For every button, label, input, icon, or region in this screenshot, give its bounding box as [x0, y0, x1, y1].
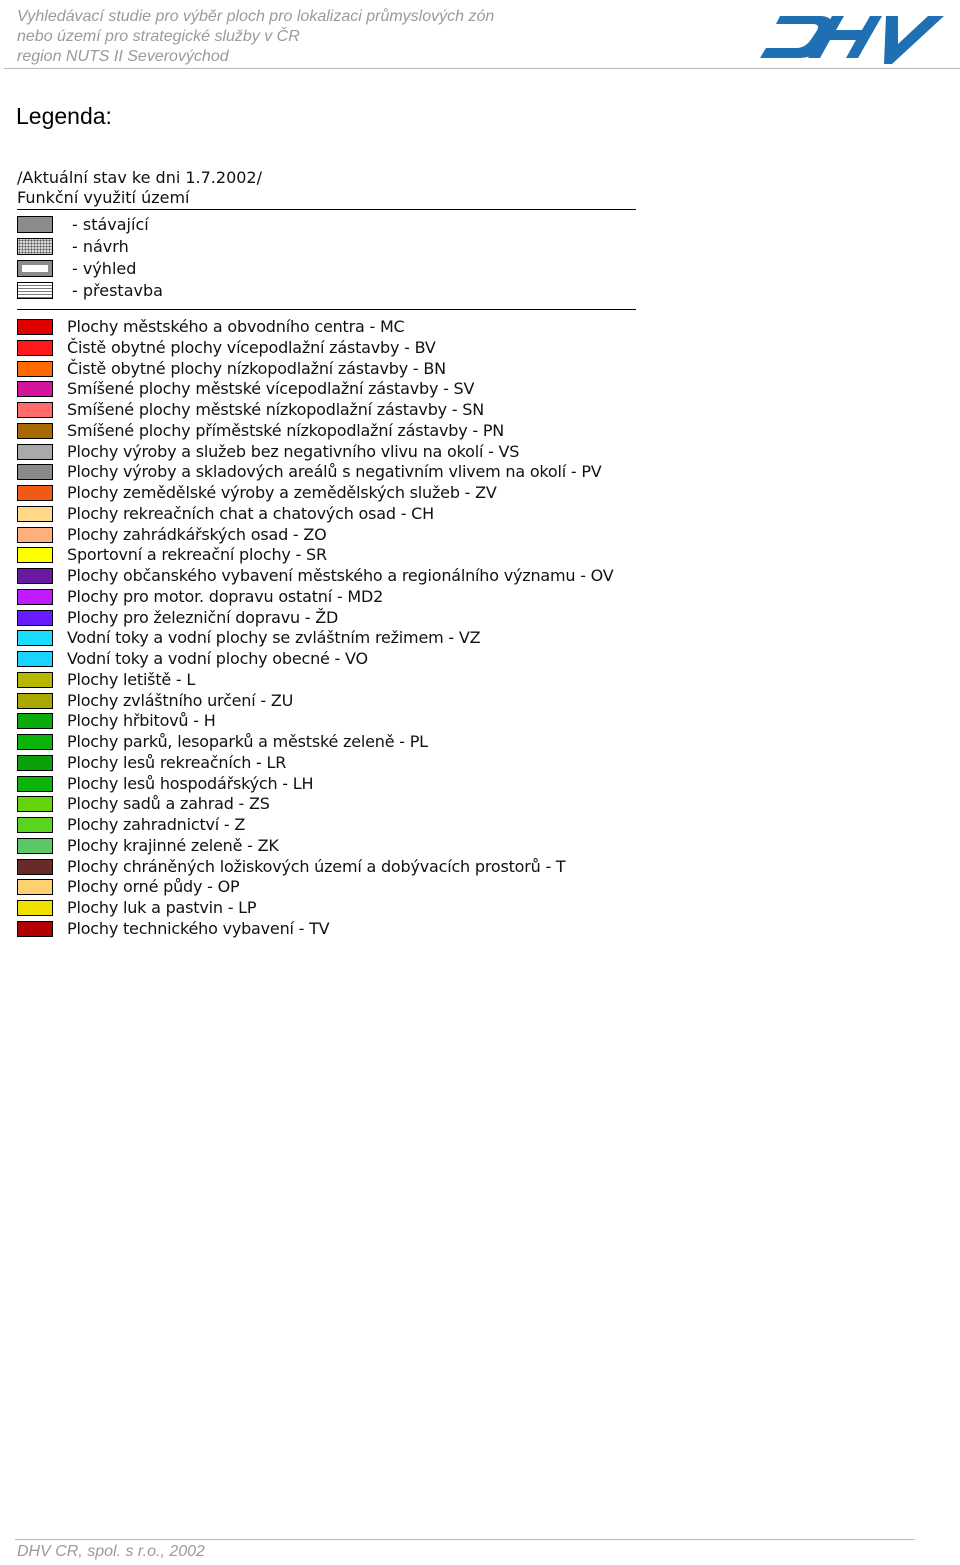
- status-legend-item: [17, 214, 417, 236]
- color-swatch: [17, 630, 53, 646]
- status-legend-item: [17, 236, 417, 258]
- header-title-block: [17, 7, 494, 67]
- function-label: Plochy rekreačních chat a chatových osad - CH: [67, 503, 434, 523]
- function-label: Vodní toky a vodní plochy se zvláštním režimem - VZ: [67, 628, 481, 648]
- function-legend-item: [17, 628, 717, 649]
- color-swatch: [17, 879, 53, 895]
- status-label: - návrh: [72, 237, 129, 256]
- color-swatch: [17, 859, 53, 875]
- color-swatch: [17, 361, 53, 377]
- footer-divider: [15, 1539, 915, 1540]
- color-swatch: [17, 340, 53, 356]
- color-swatch: [17, 796, 53, 812]
- function-legend-item: [17, 857, 717, 878]
- function-legend-item: [17, 732, 717, 753]
- function-label: Plochy výroby a služeb bez negativního vlivu na okolí - VS: [67, 441, 520, 461]
- color-swatch: [17, 319, 53, 335]
- legend-subtitle: Funkční využití území: [17, 188, 190, 207]
- color-swatch: [17, 817, 53, 833]
- color-swatch: [17, 734, 53, 750]
- footer-text: DHV CR, spol. s r.o., 2002: [17, 1543, 205, 1560]
- status-label: - přestavba: [72, 281, 163, 300]
- function-legend-item: [17, 877, 717, 898]
- function-legend-item: [17, 836, 717, 857]
- color-swatch: [17, 444, 53, 460]
- function-legend-item: [17, 670, 717, 691]
- function-label: Plochy hřbitovů - H: [67, 711, 216, 731]
- function-label: Smíšené plochy městské nízkopodlažní zástavby - SN: [67, 400, 484, 419]
- header-line-2: nebo území pro strategické služby v ČR: [17, 28, 300, 45]
- function-label: Smíšené plochy městské vícepodlažní zástavby - SV: [67, 379, 475, 399]
- function-label: Smíšené plochy příměstské nízkopodlažní zástavby - PN: [67, 420, 505, 440]
- function-legend-item: [17, 400, 717, 421]
- function-label: Plochy zahrádkářských osad - ZO: [67, 524, 327, 544]
- function-label: Plochy krajinné zeleně - ZK: [67, 835, 279, 855]
- function-label: Plochy parků, lesoparků a městské zeleně - PL: [67, 732, 428, 751]
- color-swatch: [17, 547, 53, 563]
- function-legend-item: [17, 338, 717, 359]
- color-swatch: [17, 651, 53, 667]
- legend-title: Legenda:: [16, 103, 112, 129]
- function-label: Sportovní a rekreační plochy - SR: [67, 545, 327, 565]
- color-swatch: [17, 672, 53, 688]
- function-label: Plochy lesů hospodářských - LH: [67, 773, 314, 793]
- color-swatch: [17, 610, 53, 626]
- page-header: [0, 0, 960, 70]
- function-legend-item: [17, 587, 717, 608]
- status-swatch: [17, 260, 53, 277]
- function-legend-item: [17, 753, 717, 774]
- function-legend-list: [17, 317, 717, 940]
- header-line-3: region NUTS II Severovýchod: [17, 48, 229, 65]
- function-label: Plochy výroby a skladových areálů s negativním vlivem na okolí - PV: [67, 462, 602, 482]
- function-label: Vodní toky a vodní plochy obecné - VO: [67, 649, 368, 668]
- status-swatch: [17, 282, 53, 299]
- function-legend-item: [17, 898, 717, 919]
- color-swatch: [17, 776, 53, 792]
- function-legend-item: [17, 566, 717, 587]
- function-label: Plochy luk a pastvin - LP: [67, 898, 257, 917]
- function-label: Plochy chráněných ložiskových území a dobývacích prostorů - T: [67, 856, 566, 876]
- legend-divider-top: [17, 209, 636, 210]
- color-swatch: [17, 485, 53, 501]
- function-legend-item: [17, 545, 717, 566]
- color-swatch: [17, 568, 53, 584]
- function-legend-item: [17, 649, 717, 670]
- status-legend-list: [17, 214, 417, 302]
- function-legend-item: [17, 608, 717, 629]
- function-label: Plochy technického vybavení - TV: [67, 918, 330, 938]
- status-label: - výhled: [72, 259, 137, 278]
- function-legend-item: [17, 483, 717, 504]
- function-legend-item: [17, 711, 717, 732]
- dhv-logo-icon: [758, 8, 948, 66]
- function-label: Plochy orné půdy - OP: [67, 877, 240, 897]
- color-swatch: [17, 755, 53, 771]
- function-legend-item: [17, 421, 717, 442]
- color-swatch: [17, 921, 53, 937]
- function-legend-item: [17, 462, 717, 483]
- color-swatch: [17, 527, 53, 543]
- function-label: Plochy občanského vybavení městského a regionálního významu - OV: [67, 566, 614, 585]
- function-label: Plochy lesů rekreačních - LR: [67, 752, 287, 772]
- function-legend-item: [17, 774, 717, 795]
- function-legend-item: [17, 525, 717, 546]
- color-swatch: [17, 423, 53, 439]
- color-swatch: [17, 589, 53, 605]
- function-label: Plochy zahradnictví - Z: [67, 815, 246, 834]
- function-label: Čistě obytné plochy nízkopodlažní zástavby - BN: [67, 358, 446, 378]
- function-legend-item: [17, 794, 717, 815]
- status-label: - stávající: [72, 215, 149, 234]
- color-swatch: [17, 381, 53, 397]
- function-legend-item: [17, 691, 717, 712]
- function-legend-item: [17, 815, 717, 836]
- color-swatch: [17, 402, 53, 418]
- header-line-1: Vyhledávací studie pro výběr ploch pro lokalizaci průmyslových zón: [17, 8, 495, 25]
- status-legend-item: [17, 258, 417, 280]
- function-label: Plochy sadů a zahrad - ZS: [67, 794, 270, 814]
- function-legend-item: [17, 379, 717, 400]
- function-legend-item: [17, 317, 717, 338]
- function-label: Plochy městského a obvodního centra - MC: [67, 317, 405, 336]
- function-legend-item: [17, 919, 717, 940]
- function-label: Plochy pro železniční dopravu - ŽD: [67, 607, 339, 627]
- function-legend-item: [17, 504, 717, 525]
- color-swatch: [17, 464, 53, 480]
- legend-date-line: /Aktuální stav ke dni 1.7.2002/: [17, 168, 262, 187]
- function-label: Plochy letiště - L: [67, 669, 196, 689]
- status-legend-item: [17, 280, 417, 302]
- function-label: Čistě obytné plochy vícepodlažní zástavby - BV: [67, 337, 436, 357]
- color-swatch: [17, 900, 53, 916]
- color-swatch: [17, 713, 53, 729]
- function-legend-item: [17, 359, 717, 380]
- function-label: Plochy zemědělské výroby a zemědělských služeb - ZV: [67, 483, 497, 502]
- legend-divider-middle: [17, 309, 636, 310]
- status-swatch: [17, 238, 53, 255]
- function-label: Plochy zvláštního určení - ZU: [67, 690, 294, 710]
- header-divider: [4, 68, 960, 69]
- color-swatch: [17, 693, 53, 709]
- status-swatch: [17, 216, 53, 233]
- function-legend-item: [17, 442, 717, 463]
- function-label: Plochy pro motor. dopravu ostatní - MD2: [67, 586, 384, 606]
- color-swatch: [17, 838, 53, 854]
- color-swatch: [17, 506, 53, 522]
